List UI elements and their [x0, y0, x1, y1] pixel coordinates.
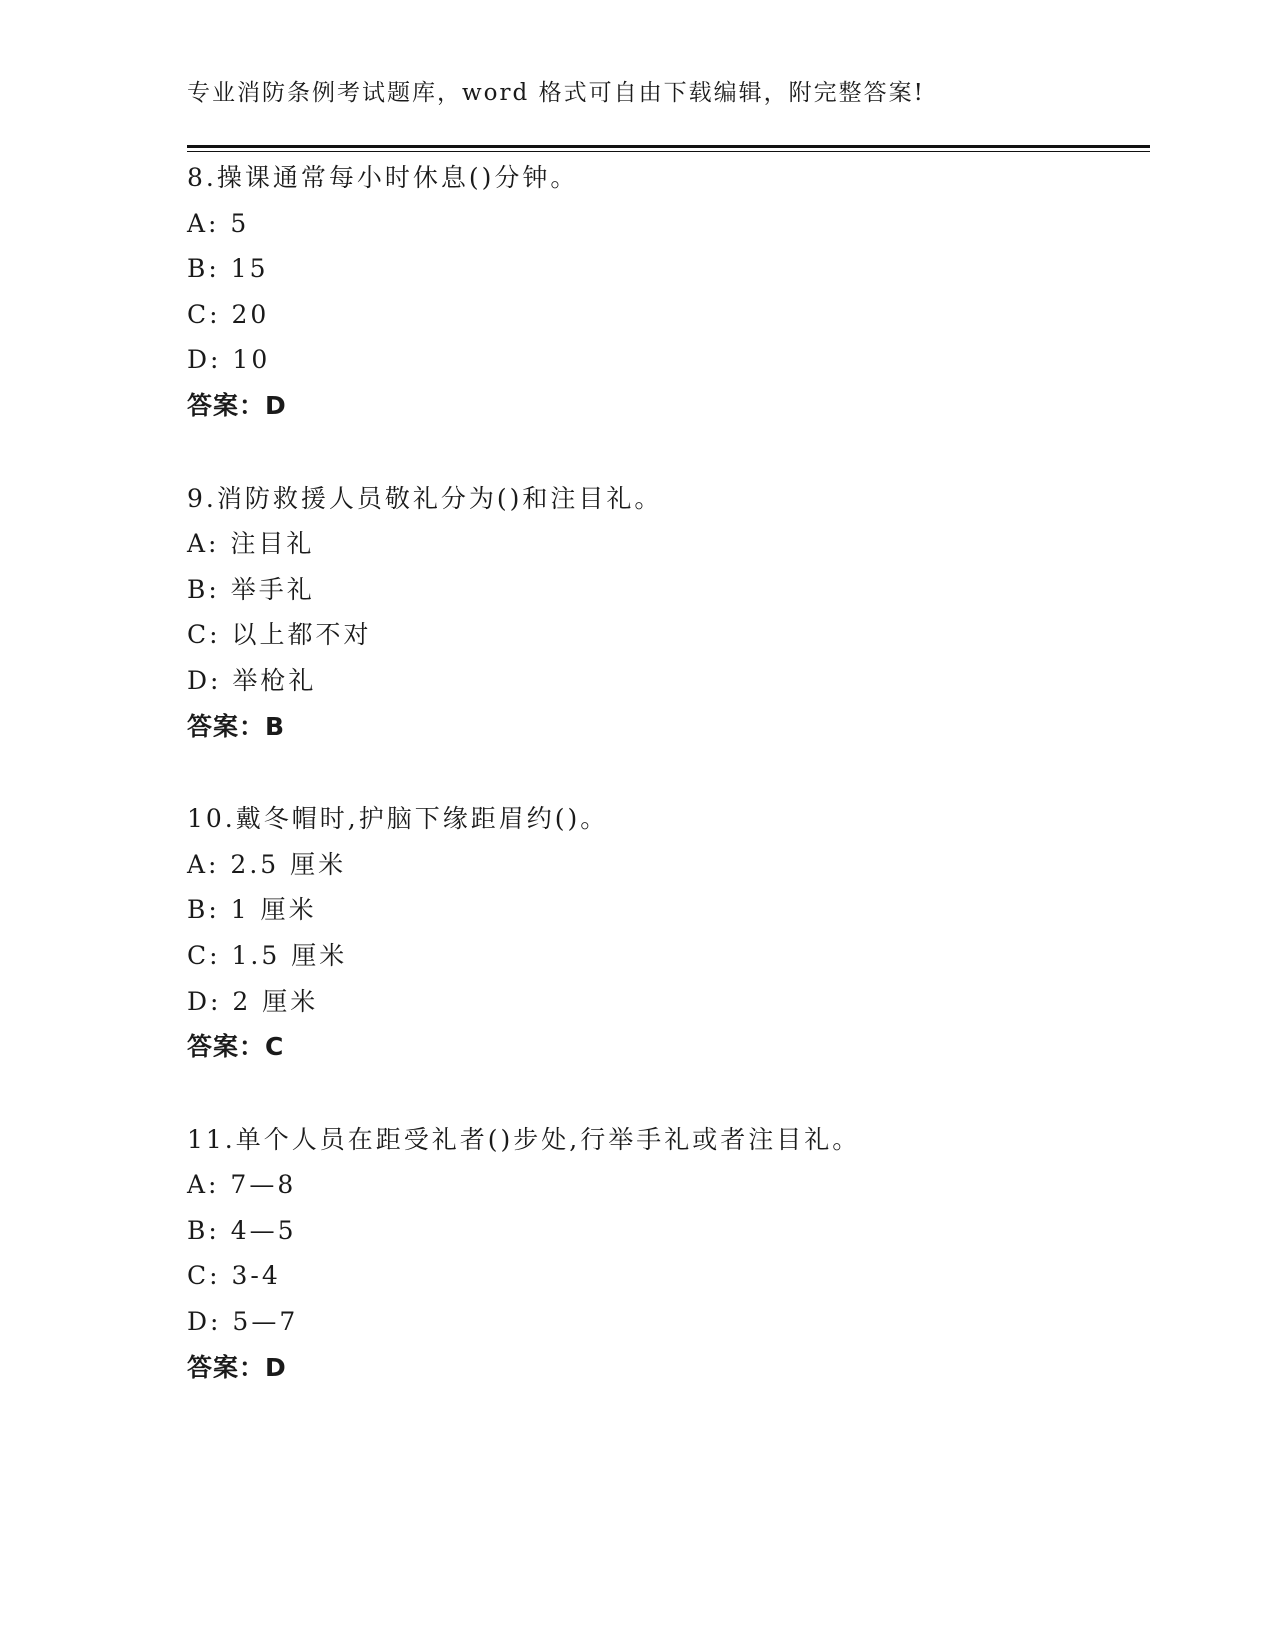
- header-rule-thin: [187, 151, 1150, 152]
- option-c: C: 3-4: [187, 1261, 281, 1291]
- question-stem: 10.戴冬帽时,护脑下缘距眉约()。: [187, 804, 609, 834]
- option-a: A: 注目礼: [187, 529, 315, 559]
- question-8: [187, 155, 1147, 429]
- option-c: C: 以上都不对: [187, 620, 372, 650]
- option-d: D: 5—7: [187, 1307, 299, 1337]
- option-b: B: 1 厘米: [187, 895, 317, 925]
- option-b: B: 15: [187, 254, 269, 284]
- question-list: [187, 155, 1147, 1437]
- option-d: D: 举枪礼: [187, 665, 317, 695]
- answer-line: 答案：D: [187, 390, 287, 420]
- question-11: [187, 1117, 1147, 1391]
- option-d: D: 2 厘米: [187, 986, 319, 1016]
- answer-line: 答案：D: [187, 1352, 287, 1382]
- option-a: A: 2.5 厘米: [187, 849, 347, 879]
- question-stem: 9.消防救援人员敬礼分为()和注目礼。: [187, 483, 663, 513]
- option-d: D: 10: [187, 345, 271, 375]
- option-a: A: 7—8: [187, 1170, 297, 1200]
- question-10: [187, 796, 1147, 1070]
- option-c: C: 1.5 厘米: [187, 940, 348, 970]
- page-header: 专业消防条例考试题库，word 格式可自由下载编辑，附完整答案!: [187, 80, 925, 106]
- question-9: [187, 476, 1147, 750]
- question-stem: 8.操课通常每小时休息()分钟。: [187, 163, 579, 192]
- answer-line: 答案：C: [187, 1032, 285, 1062]
- question-stem: 11.单个人员在距受礼者()步处,行举手礼或者注目礼。: [187, 1124, 861, 1154]
- option-a: A: 5: [187, 208, 250, 238]
- option-c: C: 20: [187, 299, 270, 329]
- option-b: B: 4—5: [187, 1215, 297, 1245]
- answer-line: 答案：B: [187, 711, 286, 741]
- header-rule-thick: [187, 145, 1150, 148]
- option-b: B: 举手礼: [187, 574, 315, 604]
